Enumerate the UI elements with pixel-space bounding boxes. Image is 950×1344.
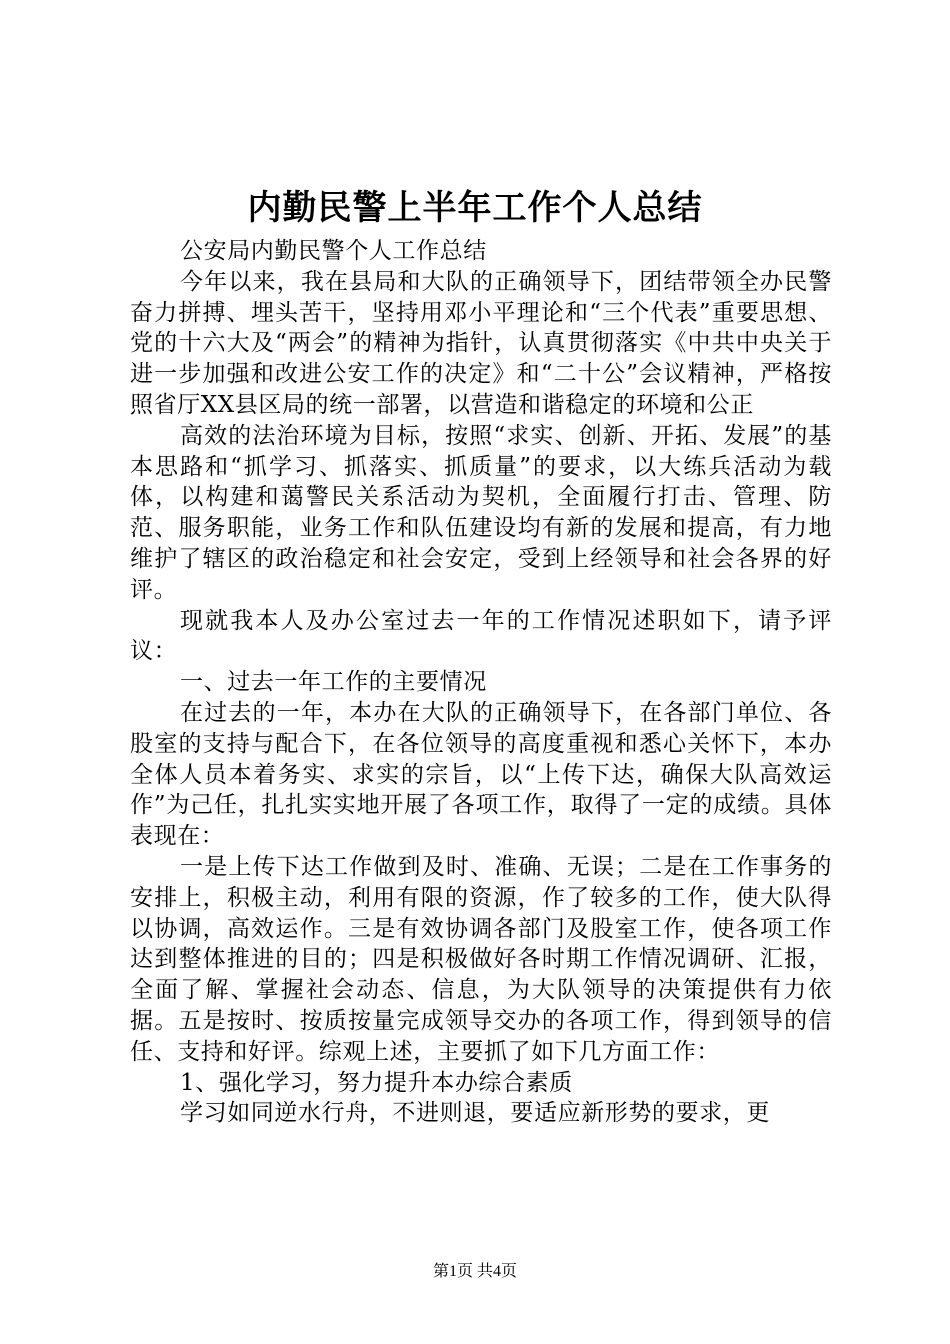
- page-number-footer: 第1页 共4页: [432, 1263, 517, 1280]
- body-paragraph: 现就我本人及办公室过去一年的工作情况述职如下，请予评议：: [130, 607, 832, 665]
- body-paragraph: 在过去的一年，本办在大队的正确领导下，在各部门单位、各股室的支持与配合下，在各位领导的高度重视和悉心关怀下，本办全体人员本着务实、求实的宗旨，以“上传下达，确保大队高效运作”为己任，扎扎实实地开展了各项工作，取得了一定的成绩。具体表现在：: [130, 699, 832, 850]
- document-title: 内勤民警上半年工作个人总结: [247, 188, 703, 228]
- body-paragraph: 一是上传下达工作做到及时、准确、无误；二是在工作事务的安排上，积极主动，利用有限的资源，作了较多的工作，使大队得以协调，高效运作。三是有效协调各部门及股室工作，使各项工作达到整体推进的目的；四是积极做好各时期工作情况调研、汇报，全面了解、掌握社会动态、信息，为大队领导的决策提供有力依据。五是按时、按质按量完成领导交办的各项工作，得到领导的信任、支持和好评。综观上述，主要抓了如下几方面工作：: [130, 853, 832, 1065]
- body-paragraph: 高效的法治环境为目标，按照“求实、创新、开拓、发展”的基本思路和“抓学习、抓落实、抓质量”的要求，以大练兵活动为载体，以构建和蔼警民关系活动为契机，全面履行打击、管理、防范、服务职能，业务工作和队伍建设均有新的发展和提高，有力地维护了辖区的政治稳定和社会安定，受到上经领导和社会各界的好评。: [130, 422, 832, 603]
- section-heading: 一、过去一年工作的主要情况: [180, 669, 487, 696]
- body-paragraph: 今年以来，我在县局和大队的正确领导下，团结带领全办民警奋力拼搏、埋头苦干，坚持用邓小平理论和“三个代表”重要思想、党的十六大及“两会”的精神为指针，认真贯彻落实《中共中央关于进一步加强和改进公安工作的决定》和“二十公”会议精神，严格按照省厅XX县区局的统一部署，以营造和谐稳定的环境和公正: [130, 268, 832, 418]
- body-paragraph: 公安局内勤民警个人工作总结: [180, 238, 487, 264]
- body-paragraph: 学习如同逆水行舟，不进则退，要适应新形势的要求，更: [180, 1100, 770, 1127]
- subsection-heading: 1、强化学习，努力提升本办综合素质: [180, 1069, 573, 1096]
- document-body: [130, 236, 832, 1129]
